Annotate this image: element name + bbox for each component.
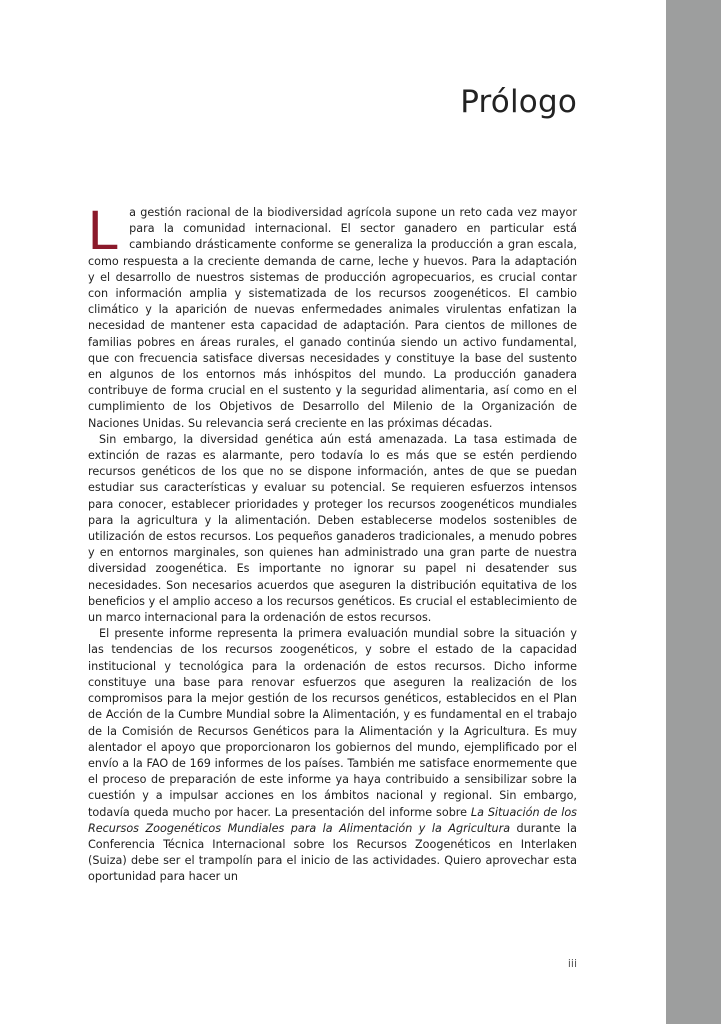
page-title: Prólogo — [460, 84, 577, 120]
paragraph-1 — [88, 198, 577, 432]
page-number: iii — [567, 957, 577, 970]
report-title-italic: La Situación de los Recursos Zoogenéticos Mundiales para la Alimentación y la Agricultura — [88, 805, 578, 835]
paragraph-2 — [88, 432, 577, 626]
prologue-body — [88, 198, 578, 886]
paragraph-3 — [88, 626, 577, 885]
page-edge-bar — [666, 0, 721, 1024]
drop-cap: L — [88, 198, 120, 261]
paragraph-3-text-end: durante la Conferencia Técnica Internacional sobre los Recursos Zoogenéticos en Interlaken (Suiza) debe ser el trampolín para el inicio de las actividades. Quiero aprovechar esta oportunidad para hacer un — [88, 821, 577, 884]
paragraph-1-text: a gestión racional de la biodiversidad agrícola supone un reto cada vez mayor para la comunidad internacional. El sector ganadero en particular está cambiando drásticamente conforme se generaliza la producción a gran escala, como respuesta a la creciente demanda de carne, leche y huevos. Para la adaptación y el desarrollo de nuestros sistemas de producción agropecuarios, es crucial contar con información amplia y sistematizada de los recursos zoogenéticos. El cambio climático y la aparición de nuevas enfermedades animales virulentas enfatizan la necesidad de mantener esta capacidad de adaptación. Para cientos de millones de familias pobres en áreas rurales, el ganado continúa siendo un activo fundamental, que con frecuencia satisface diversas necesidades y constituye la base del sustento en algunos de los entornos más inhóspitos del mundo. La producción ganadera contribuye de forma crucial en el sustento y la seguridad alimentaria, así como en el cumplimiento de los Objetivos de Desarrollo del Milenio de la Organización de Naciones Unidas. Su relevancia será creciente en las próximas décadas. — [88, 206, 577, 430]
paragraph-3-text: El presente informe representa la primera evaluación mundial sobre la situación y las tendencias de los recursos zoogenéticos, y sobre el estado de la capacidad institucional y tecnológica para la ordenación de estos recursos. Dicho informe constituye una base para renovar esfuerzos que aseguren la realización de los compromisos para la mejor gestión de los recursos genéticos, establecidos en el Plan de Acción de la Cumbre Mundial sobre la Alimentación, y es fundamental en el trabajo de la Comisión de Recursos Genéticos para la Alimentación y la Agricultura. Es muy alentador el apoyo que proporcionaron los gobiernos del mundo, ejemplificado por el envío a la FAO de 169 informes de los países. También me satisface enormemente que el proceso de preparación de este informe ya haya contribuido a sensibilizar sobre la cuestión y a impulsar acciones en los ámbitos nacional y regional. Sin embargo, todavía queda mucho por hacer. La presentación del informe sobre — [88, 627, 577, 819]
paragraph-2-text: Sin embargo, la diversidad genética aún está amenazada. La tasa estimada de extinción de razas es alarmante, pero todavía lo es más que se estén perdiendo recursos genéticos de los que no se dispone información, antes de que se puedan estudiar sus características y evaluar su potencial. Se requieren esfuerzos intensos para conocer, establecer prioridades y proteger los recursos zoogenéticos mundiales para la agricultura y la alimentación. Deben establecerse modelos sostenibles de utilización de estos recursos. Los pequeños ganaderos tradicionales, a menudo pobres y en entornos marginales, son quienes han administrado una gran parte de nuestra diversidad zoogenética. Es importante no ignorar su papel ni desatender sus necesidades. Son necesarios acuerdos que aseguren la distribución equitativa de los beneficios y el amplio acceso a los recursos genéticos. Es crucial el establecimiento de un marco internacional para la ordenación de estos recursos. — [88, 432, 577, 625]
